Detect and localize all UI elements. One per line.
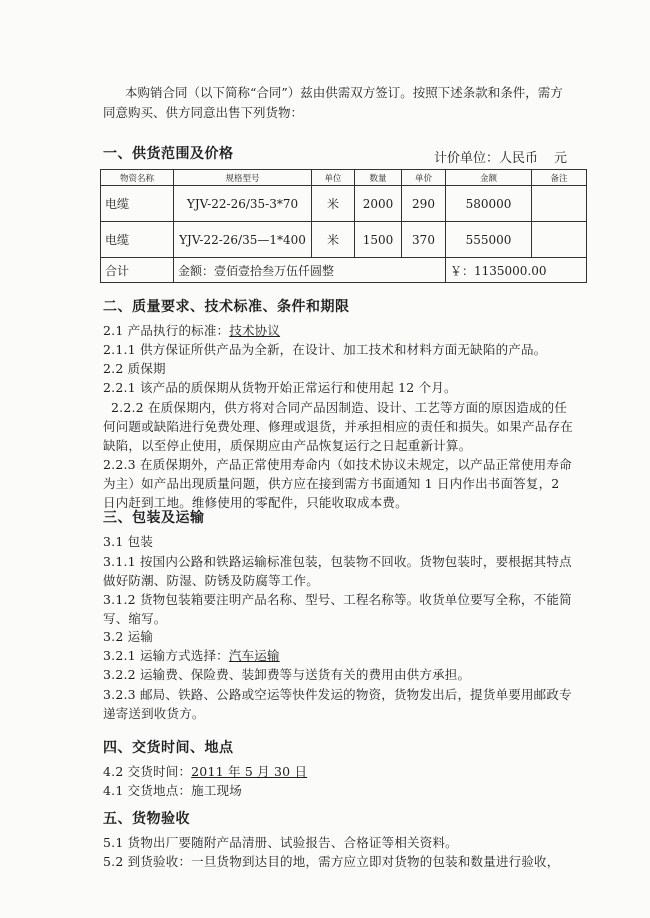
item-qty-cell: 2000 [355, 186, 402, 222]
item-note-cell [532, 186, 587, 222]
clause-2-2-3: 2.2.3 在质保期外，产品正常使用寿命内（如技术协议未规定，以产品正常使用寿命为主）如产品出现质量问题，供方应在接到需方书面通知 1 日内作出书面答复，2 日内赶到工地。维修使用的零配件，只能收取成本费。 [103, 457, 572, 510]
clause-2-1 [103, 322, 280, 339]
item-spec-cell: YJV-22-26/35—1*400 [174, 222, 312, 258]
clause-2-1-1: 2.1.1 供方保证所供产品为全新，在设计、加工技术和材料方面无缺陷的产品。 [103, 342, 547, 357]
clause-3-2-1-value: 汽车运输 [228, 648, 280, 663]
table-header-row [101, 170, 587, 186]
section2-heading: 二、质量要求、技术标准、条件和期限 [103, 299, 350, 315]
clause-3-2-1-label: 3.2.1 运输方式选择： [103, 648, 229, 663]
clause-3-2-2: 3.2.2 运输费、保险费、装卸费等与送货有关的费用由供方承担。 [103, 667, 471, 682]
clause-2-2-1: 2.2.1 该产品的质保期从货物开始正常运行和使用起 12 个月。 [103, 380, 457, 395]
item-name-cell: 电缆 [101, 222, 174, 258]
section3-heading: 三、包装及运输 [103, 510, 205, 526]
clause-5-1: 5.1 货物出厂要随附产品清册、试验报告、合格证等相关资料。 [103, 835, 458, 850]
clause-3-1-2: 3.1.2 货物包装箱要注明产品名称、型号、工程名称等。收货单位要写全称，不能简写、缩写。 [103, 592, 572, 626]
clause-2-1-label: 2.1 产品执行的标准： [103, 323, 230, 338]
section5-heading: 五、货物验收 [103, 811, 190, 827]
table-total-row [101, 258, 587, 283]
total-label-cell: 合计 [101, 258, 174, 283]
clause-3-1: 3.1 包装 [103, 534, 154, 549]
total-words-cell: 金额：壹佰壹拾叁万伍仟圆整 [174, 258, 446, 283]
table-row [101, 186, 587, 222]
item-note-cell [532, 222, 587, 258]
clause-3-1-1: 3.1.1 按国内公路和铁路运输标准包装，包装物不回收。货物包装时，要根据其特点做好防潮、防湿、防锈及防腐等工作。 [103, 554, 572, 588]
item-unit-cell: 米 [312, 186, 355, 222]
item-amount-cell: 580000 [446, 186, 532, 222]
clause-2-2-2: 2.2.2 在质保期内，供方将对合同产品因制造、设计、工艺等方面的原因造成的任何问题或缺陷进行免费处理、修理或退货，并承担相应的责任和损失。如果产品存在缺陷，以至停止使用，质保期应由产品恢复运行之日起重新计算。 [103, 400, 573, 453]
table-header-cell: 备注 [532, 170, 587, 186]
currency-label: 计价单位：人民币 [434, 151, 539, 166]
intro-paragraph: 本购销合同（以下简称“合同”）兹由供需双方签订。按照下述条款和条件，需方同意购买、供方同意出售下列货物： [103, 85, 563, 120]
item-unit-cell: 米 [312, 222, 355, 258]
table-header-cell: 规格型号 [174, 170, 312, 186]
item-price-cell: 370 [402, 222, 446, 258]
clause-3-2-3: 3.2.3 邮局、铁路、公路或空运等快件发运的物资，货物发出后，提货单要用邮政专递寄送到收货方。 [103, 687, 572, 721]
section1-heading: 一、供货范围及价格 [103, 146, 234, 162]
item-spec-cell: YJV-22-26/35-3*70 [174, 186, 312, 222]
delivery-time-value: 2011 年 5 月 30 日 [191, 764, 308, 779]
table-header-cell: 物资名称 [101, 170, 174, 186]
item-name-cell: 电缆 [101, 186, 174, 222]
clause-3-2-1 [103, 647, 280, 664]
item-price-cell: 290 [402, 186, 446, 222]
table-header-cell: 单位 [312, 170, 355, 186]
clause-5-2: 5.2 到货验收：一旦货物到达目的地，需方应立即对货物的包装和数量进行验收， [103, 854, 560, 869]
table-header-cell: 数量 [355, 170, 402, 186]
clause-2-1-value: 技术协议 [229, 323, 281, 338]
currency-unit: 元 [554, 151, 568, 166]
currency-note [434, 147, 567, 166]
table-row [101, 222, 587, 258]
goods-table [100, 169, 587, 283]
table-header-cell: 单价 [402, 170, 446, 186]
clause-2-2: 2.2 质保期 [103, 361, 166, 376]
delivery-time [103, 763, 307, 780]
table-header-cell: 金额 [446, 170, 532, 186]
item-qty-cell: 1500 [355, 222, 402, 258]
total-amount-cell: ￥：1135000.00 [446, 258, 587, 283]
clause-3-2: 3.2 运输 [103, 629, 154, 644]
section4-heading: 四、交货时间、地点 [103, 740, 234, 756]
delivery-time-label: 4.2 交货时间： [103, 764, 192, 779]
delivery-place: 4.1 交货地点：施工现场 [103, 783, 242, 798]
item-amount-cell: 555000 [446, 222, 532, 258]
